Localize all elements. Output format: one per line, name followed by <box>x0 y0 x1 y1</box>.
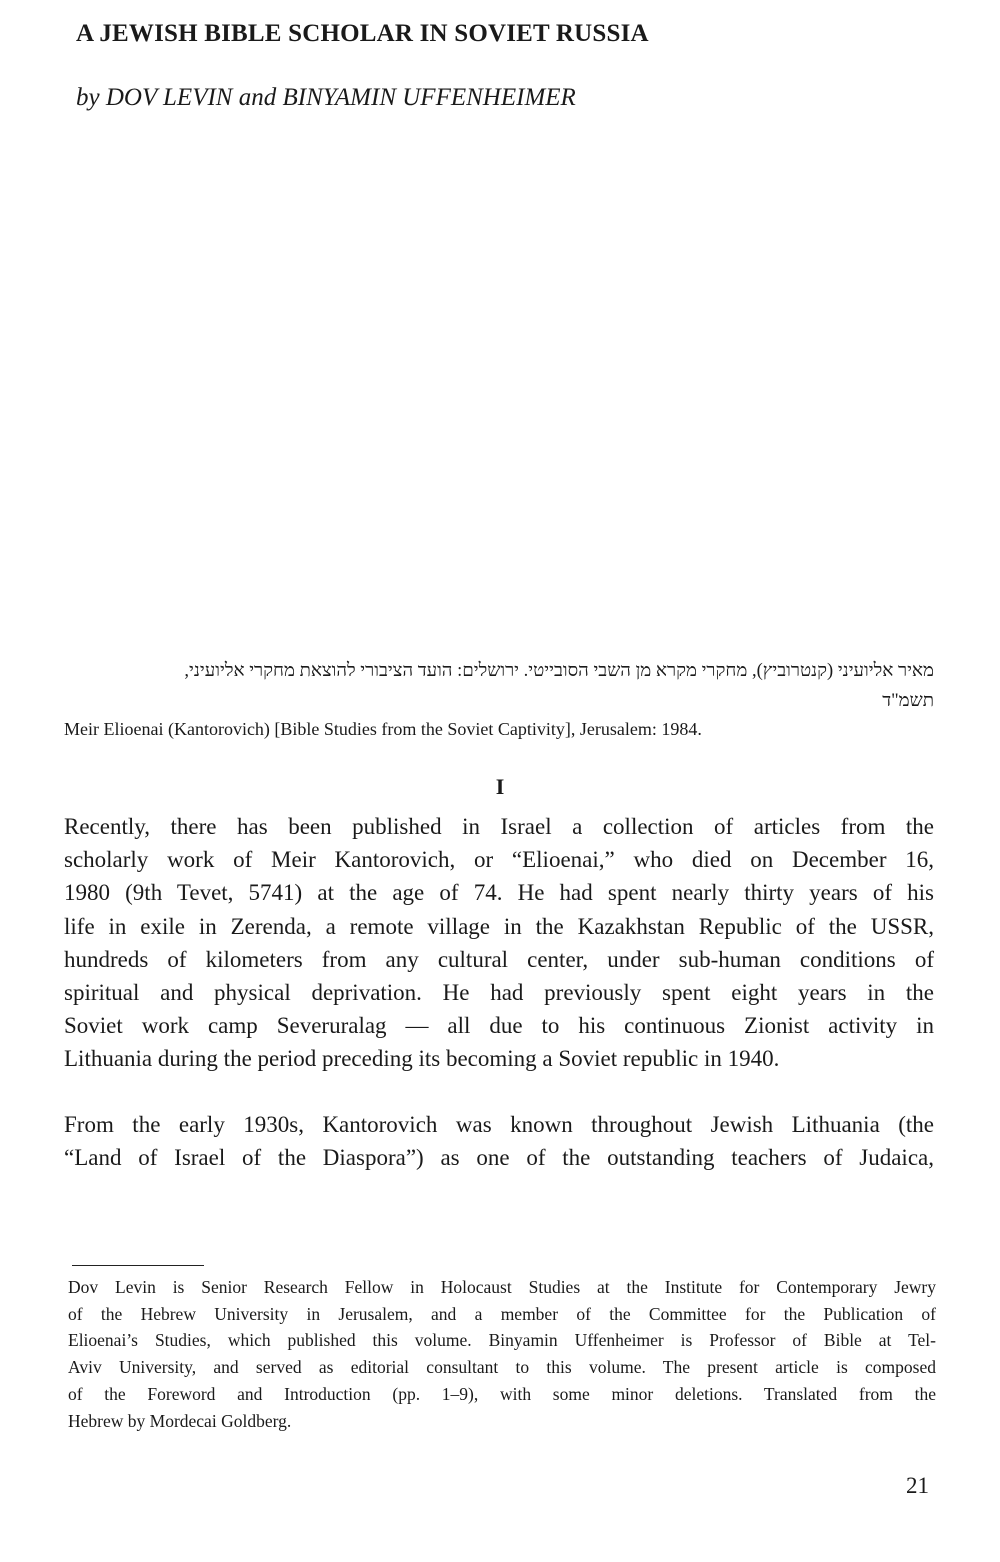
hebrew-bibliographic-entry <box>64 656 934 716</box>
paragraph-line: 1980 (9th Tevet, 5741) at the age of 74. He had spent nearly thirty years of his <box>64 880 934 906</box>
paragraph-line: Lithuania during the period preceding its becoming a Soviet republic in 1940. <box>64 1046 780 1072</box>
paragraph-line: “Land of Israel of the Diaspora”) as one of the outstanding teachers of Judaica, <box>64 1145 934 1171</box>
paragraph-line: From the early 1930s, Kantorovich was known throughout Jewish Lithuania (the <box>64 1112 934 1137</box>
footnote-line: Aviv University, and served as editorial consultant to this volume. The present article is composed <box>68 1357 936 1378</box>
author-footnote <box>68 1274 936 1434</box>
body-paragraph <box>64 1108 934 1174</box>
article-byline: by DOV LEVIN and BINYAMIN UFFENHEIMER <box>76 84 576 111</box>
section-heading: I <box>495 774 505 799</box>
paragraph-line: Soviet work camp Severuralag — all due to his continuous Zionist activity in <box>64 1013 934 1039</box>
footnote-line: Hebrew by Mordecai Goldberg. <box>68 1410 292 1431</box>
footnote-divider <box>72 1265 204 1266</box>
hebrew-citation-line: מאיר אליועיני (קנטרוביץ), מחקרי מקרא מן השבי הסובייטי. ירושלים: הועד הציבורי להוצאת מחקרי אליועיני, <box>184 661 934 681</box>
page-number: 21 <box>906 1473 929 1498</box>
footnote-line: Dov Levin is Senior Research Fellow in Holocaust Studies at the Institute for Contemporary Jewry <box>68 1277 936 1297</box>
body-paragraph <box>64 810 934 1076</box>
hebrew-citation-line: תשמ"ד <box>882 691 934 711</box>
english-citation: Meir Elioenai (Kantorovich) [Bible Studies from the Soviet Captivity], Jerusalem: 1984. <box>64 719 702 739</box>
footnote-line: of the Foreword and Introduction (pp. 1–9), with some minor deletions. Translated from the <box>68 1383 936 1404</box>
paragraph-line: life in exile in Zerenda, a remote village in the Kazakhstan Republic of the USSR, <box>64 913 934 939</box>
paragraph-line: scholarly work of Meir Kantorovich, or “Elioenai,” who died on December 16, <box>64 847 934 873</box>
paragraph-line: Recently, there has been published in Israel a collection of articles from the <box>64 814 934 839</box>
footnote-line: Elioenai’s Studies, which published this volume. Binyamin Uffenheimer is Professor of Bible at Tel- <box>68 1330 936 1351</box>
paragraph-line: spiritual and physical deprivation. He had previously spent eight years in the <box>64 980 934 1006</box>
article-title: A JEWISH BIBLE SCHOLAR IN SOVIET RUSSIA <box>76 20 649 47</box>
paragraph-line: hundreds of kilometers from any cultural center, under sub-human conditions of <box>64 946 934 972</box>
footnote-line: of the Hebrew University in Jerusalem, and a member of the Committee for the Publication of <box>68 1303 936 1324</box>
